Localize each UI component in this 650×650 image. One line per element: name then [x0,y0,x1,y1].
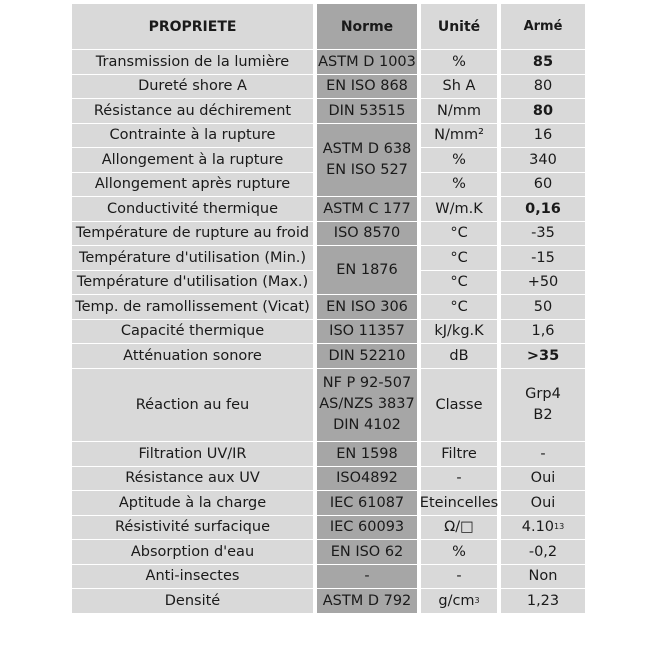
norm-value [317,369,421,443]
norm-value: EN ISO 62 [317,540,421,565]
norm-value: ASTM D 792 [317,589,421,614]
unit-value: N/mm² [421,124,501,149]
unit-value: % [421,148,501,173]
property-label: Allongement après rupture [72,173,317,198]
property-label: Température d'utilisation (Max.) [72,271,317,296]
property-label: Capacité thermique [72,320,317,345]
property-label: Transmission de la lumière [72,50,317,75]
property-label: Réaction au feu [72,369,317,443]
unit-value: - [421,565,501,590]
arme-value: 4.10 13 [501,516,585,541]
unit-value: % [421,540,501,565]
norm-value: ISO4892 [317,467,421,492]
arme-value: 1,6 [501,320,585,345]
arme-value [501,369,585,443]
norm-line: EN ISO 527 [326,161,408,178]
arme-value: - [501,442,585,467]
arme-value: 1,23 [501,589,585,614]
norm-value: ISO 11357 [317,320,421,345]
arme-value: 60 [501,173,585,198]
unit-value: W/m.K [421,197,501,222]
unit-value: Ω/□ [421,516,501,541]
property-label: Absorption d'eau [72,540,317,565]
arme-value: -0,2 [501,540,585,565]
norm-value: IEC 61087 [317,491,421,516]
unit-value: g/cm 3 [421,589,501,614]
arme-base: 4.10 [521,519,555,536]
unit-value: Filtre [421,442,501,467]
unit-value: Eteincelles [421,491,501,516]
property-label: Résistivité surfacique [72,516,317,541]
arme-value: Oui [501,491,585,516]
arme-line: B2 [533,406,553,423]
property-label: Contrainte à la rupture [72,124,317,149]
property-label: Temp. de ramollissement (Vicat) [72,295,317,320]
norm-value: EN ISO 306 [317,295,421,320]
property-label: Anti-insectes [72,565,317,590]
unit-value: °C [421,295,501,320]
norm-value: - [317,565,421,590]
arme-value: 80 [501,75,585,100]
unit-value: kJ/kg.K [421,320,501,345]
arme-value: +50 [501,271,585,296]
property-label: Densité [72,589,317,614]
unit-value: % [421,50,501,75]
arme-value: >35 [501,344,585,369]
properties-grid [72,4,585,614]
property-label: Résistance aux UV [72,467,317,492]
arme-value: 85 [501,50,585,75]
header-propriete: PROPRIETE [72,4,317,50]
property-label: Température de rupture au froid [72,222,317,247]
unit-value: °C [421,222,501,247]
arme-value: 0,16 [501,197,585,222]
property-label: Allongement à la rupture [72,148,317,173]
unit-value: % [421,173,501,198]
norm-value-merged: EN 1876 [317,246,421,295]
norm-line: DIN 4102 [333,417,401,434]
unit-value: Sh A [421,75,501,100]
property-label: Atténuation sonore [72,344,317,369]
property-label: Filtration UV/IR [72,442,317,467]
norm-value: ISO 8570 [317,222,421,247]
norm-value: EN 1598 [317,442,421,467]
unit-base: g/cm [438,592,475,609]
arme-value: Oui [501,467,585,492]
arme-value: -15 [501,246,585,271]
norm-value: DIN 53515 [317,99,421,124]
property-label: Aptitude à la charge [72,491,317,516]
norm-value: ASTM C 177 [317,197,421,222]
unit-value: Classe [421,369,501,443]
unit-value: N/mm [421,99,501,124]
header-arme: Armé [501,4,585,50]
property-label: Température d'utilisation (Min.) [72,246,317,271]
norm-value: ASTM D 1003 [317,50,421,75]
norm-value: EN ISO 868 [317,75,421,100]
arme-value: 50 [501,295,585,320]
norm-value-merged [317,124,421,198]
arme-line: Grp4 [525,385,561,402]
arme-value: Non [501,565,585,590]
arme-value: 16 [501,124,585,149]
property-label: Résistance au déchirement [72,99,317,124]
unit-value: - [421,467,501,492]
property-label: Dureté shore A [72,75,317,100]
arme-value: 340 [501,148,585,173]
norm-value: IEC 60093 [317,516,421,541]
unit-value: °C [421,271,501,296]
header-norme: Norme [317,4,421,50]
properties-table [72,4,585,614]
header-unite: Unité [421,4,501,50]
unit-value: °C [421,246,501,271]
unit-value: dB [421,344,501,369]
norm-line: NF P 92-507 [322,375,412,392]
norm-line: ASTM D 638 [322,140,412,157]
norm-line: AS/NZS 3837 [319,396,415,413]
arme-value: 80 [501,99,585,124]
arme-value: -35 [501,222,585,247]
norm-value: DIN 52210 [317,344,421,369]
property-label: Conductivité thermique [72,197,317,222]
